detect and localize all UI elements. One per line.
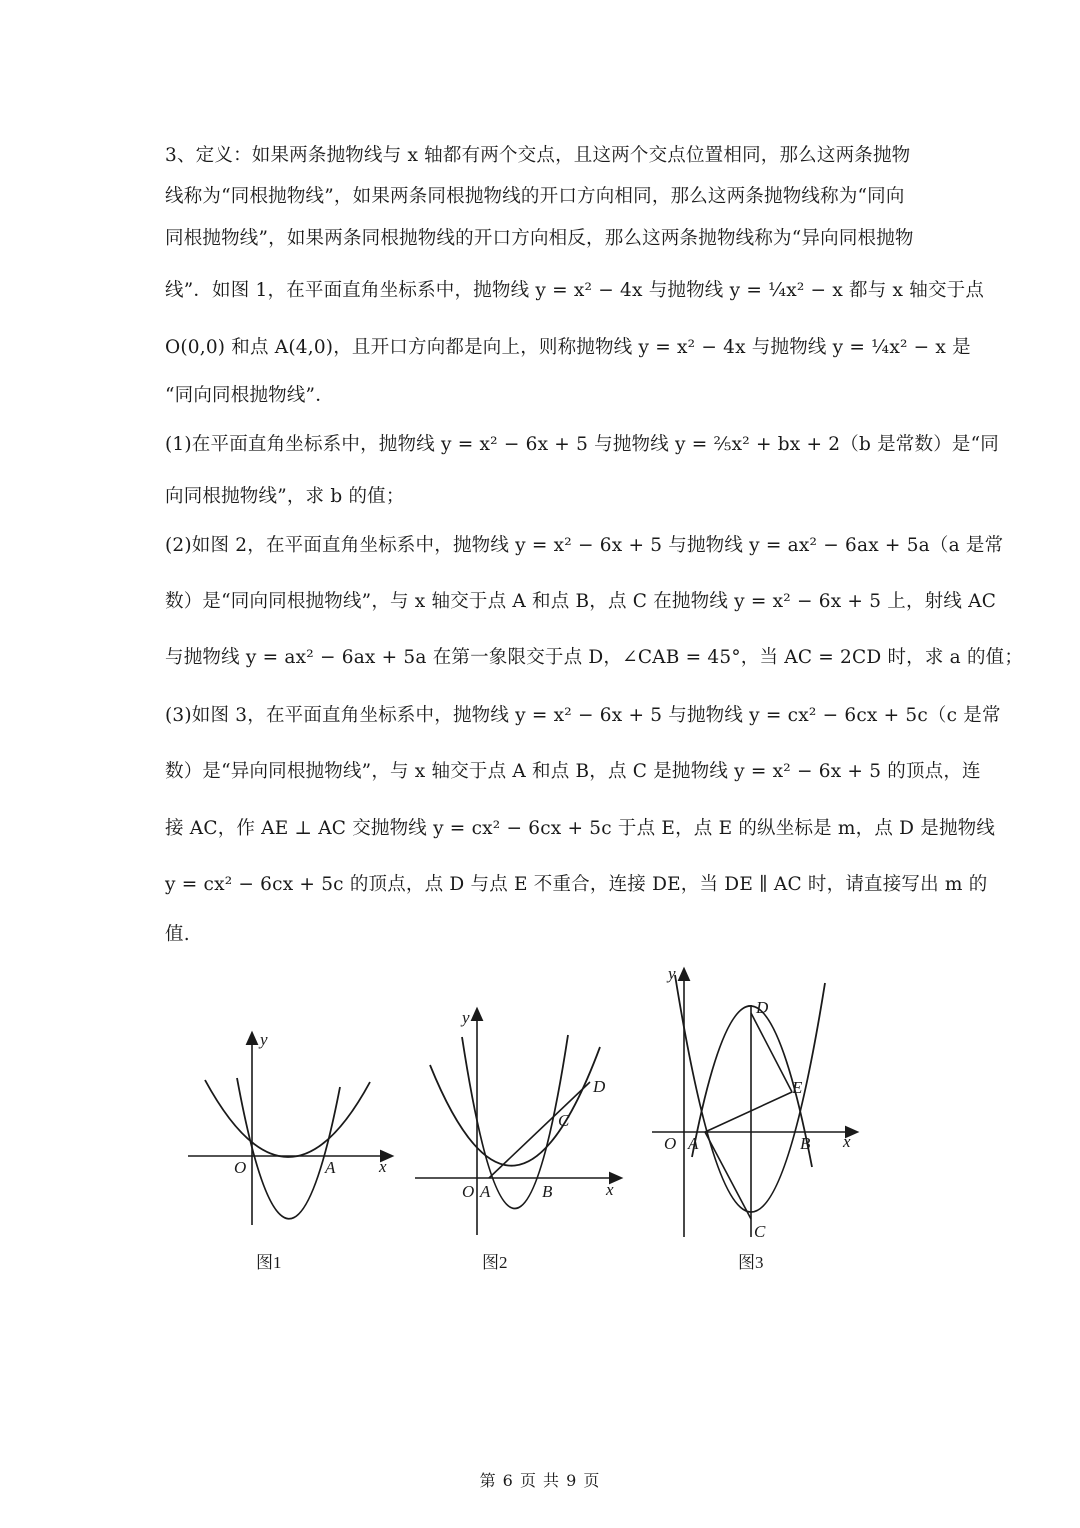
point-O-label: O <box>462 1182 475 1201</box>
x-axis-label: x <box>606 1180 614 1199</box>
point-B-label: B <box>542 1182 553 1201</box>
segment-AC <box>705 1132 751 1219</box>
page-footer: 第 6 页 共 9 页 <box>479 1471 601 1490</box>
y-axis-label: y <box>462 1008 470 1027</box>
figure-2 <box>410 1005 625 1240</box>
text-line: 与抛物线 y = ax² − 6ax + 5a 在第一象限交于点 D，∠CAB = 45°，当 AC = 2CD 时，求 a 的值； <box>165 647 1024 668</box>
figure-1 <box>180 1025 400 1235</box>
text-line: 线”．如图 1，在平面直角坐标系中，抛物线 y = x² − 4x 与抛物线 y = ¼x² − x 都与 x 轴交于点 <box>165 280 985 301</box>
text-line: “同向同根抛物线”． <box>165 385 334 406</box>
text-line: (3)如图 3，在平面直角坐标系中，抛物线 y = x² − 6x + 5 与抛物线 y = cx² − 6cx + 5c（c 是常 <box>165 705 1001 726</box>
text-line: y = cx² − 6cx + 5c 的顶点，点 D 与点 E 不重合，连接 DE，当 DE ∥ AC 时，请直接写出 m 的 <box>165 874 988 895</box>
point-O-label: O <box>234 1158 247 1177</box>
parabola-upward <box>675 975 825 1212</box>
text-line: 同根抛物线”，如果两条同根抛物线的开口方向相反，那么这两条抛物线称为“异向同根抛物 <box>165 228 914 249</box>
point-A-label: A <box>480 1182 491 1201</box>
text-line: 值. <box>165 924 190 945</box>
figure-3 <box>650 965 865 1245</box>
figure-1-caption: 图1 <box>256 1253 282 1272</box>
text-line: 数）是“同向同根抛物线”，与 x 轴交于点 A 和点 B，点 C 在抛物线 y = x² − 6x + 5 上，射线 AC <box>165 591 997 612</box>
text-line: O(0,0) 和点 A(4,0)，且开口方向都是向上，则称抛物线 y = x² − 4x 与抛物线 y = ¼x² − x 是 <box>165 337 971 358</box>
point-B-label: B <box>800 1134 811 1153</box>
text-line: 3、定义：如果两条抛物线与 x 轴都有两个交点，且这两个交点位置相同，那么这两条抛物 <box>165 145 911 166</box>
segment-AE <box>705 1092 792 1132</box>
parabola-wide <box>205 1080 370 1157</box>
text-line: 线称为“同根抛物线”，如果两条同根抛物线的开口方向相同，那么这两条抛物线称为“同向 <box>165 186 905 207</box>
x-axis-label: x <box>843 1132 851 1151</box>
y-axis-label: y <box>260 1030 268 1049</box>
figure-2-caption: 图2 <box>482 1253 508 1272</box>
point-O-label: O <box>664 1134 677 1153</box>
point-E-label: E <box>792 1078 803 1097</box>
ray-AC <box>489 1082 590 1178</box>
x-axis-label: x <box>379 1157 387 1176</box>
text-line: (2)如图 2，在平面直角坐标系中，抛物线 y = x² − 6x + 5 与抛物线 y = ax² − 6ax + 5a（a 是常 <box>165 535 1004 556</box>
point-D-label: D <box>756 998 769 1017</box>
text-line: 数）是“异向同根抛物线”，与 x 轴交于点 A 和点 B，点 C 是抛物线 y = x² − 6x + 5 的顶点，连 <box>165 761 981 782</box>
text-line: (1)在平面直角坐标系中，抛物线 y = x² − 6x + 5 与抛物线 y = ⅖x² + bx + 2（b 是常数）是“同 <box>165 434 999 455</box>
point-A-label: A <box>688 1134 699 1153</box>
text-line: 向同根抛物线”，求 b 的值； <box>165 486 405 507</box>
parabola-wide <box>430 1047 600 1166</box>
y-axis-label: y <box>668 965 676 983</box>
point-A-label: A <box>325 1158 336 1177</box>
text-line: 接 AC，作 AE ⊥ AC 交抛物线 y = cx² − 6cx + 5c 于点 E，点 E 的纵坐标是 m，点 D 是抛物线 <box>165 818 996 839</box>
figure-3-caption: 图3 <box>738 1253 764 1272</box>
point-C-label: C <box>558 1111 570 1130</box>
point-D-label: D <box>593 1077 606 1096</box>
point-C-label: C <box>754 1222 766 1241</box>
